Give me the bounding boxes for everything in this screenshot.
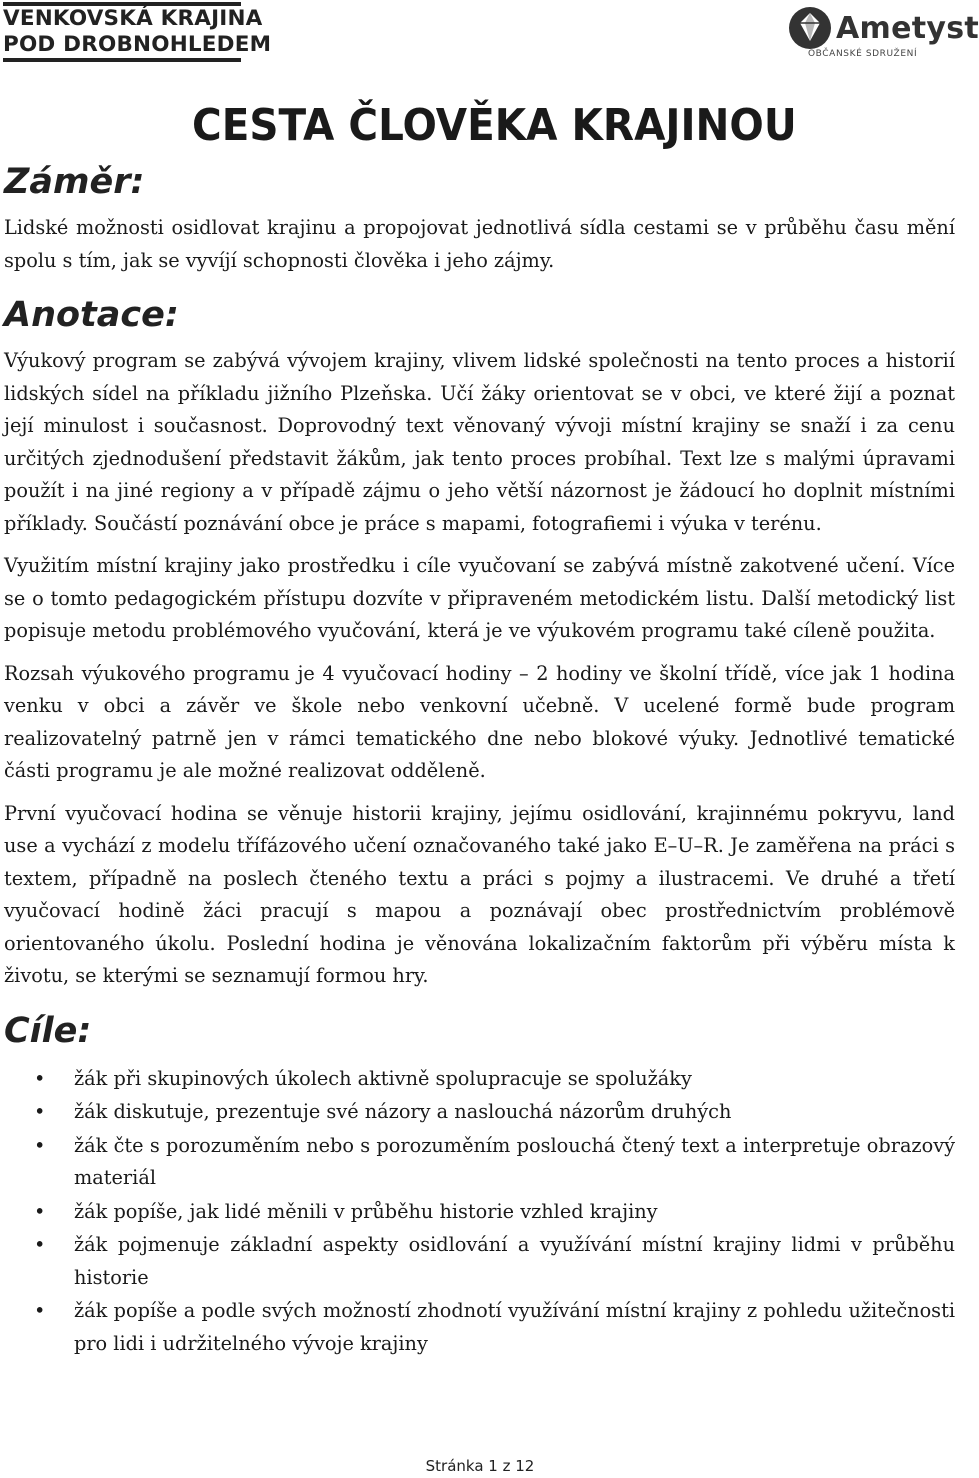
page-number: Stránka 1 z 12 (425, 1457, 535, 1475)
logo-name: Ametyst (836, 11, 979, 46)
ametyst-logo (786, 4, 979, 66)
anotace-paragraph-3: Rozsah výukového programu je 4 vyučovací hodiny – 2 hodiny ve školní třídě, více jak 1 hodina venku v obci a závěr ve škole nebo venkovní učebně. V ucelené formě bude program realizovatelný patrně jen v rámci tematického dne nebo blokové výuky. Jednotlivé tematické části programu je ale možné realizovat odděleně. (4, 661, 955, 782)
goal-item (4, 1063, 955, 1096)
section-heading-cile: Cíle: (4, 1010, 92, 1051)
series-badge (3, 2, 272, 62)
anotace-paragraph-4: První vyučovací hodina se věnuje historii krajiny, jejímu osidlování, krajinnému pokryvu, land use a vychází z modelu třífázového učení označovaného také jako E–U–R. Je zaměřena na práci s textem, případně na poslech čteného textu a práci s pojmy a ilustracemi. Ve druhé a třetí vyučovací hodině žáci pracují s mapou a poznávají obec prostřednictvím problémově orientovaného úkolu. Poslední hodina je věnována lokalizačním faktorům při výběru místa k životu, se kterými se seznamují formou hry. (4, 801, 955, 987)
logo-subtitle: OBČANSKÉ SDRUŽENÍ (808, 49, 918, 59)
series-bottom-rule (3, 58, 241, 62)
anotace-paragraph-1: Výukový program se zabývá vývojem krajiny, vlivem lidské společnosti na tento proces a historií lidských sídel na příkladu jižního Plzeňska. Učí žáky orientovat se v obci, ve které žijí a poznat její minulost i současnost. Doprovodný text věnovaný vývoji místní krajiny se snaží i za cenu určitých zjednodušení představit žákům, jak tento proces probíhal. Text lze s malými úpravami použít i na jiné regiony a v případě zájmu o jeho větší názornost je žádoucí ho doplnit místními příklady. Součástí poznávání obce je práce s mapami, fotografiemi i výuka v terénu. (4, 349, 955, 535)
goal-item (4, 1229, 955, 1294)
page-header (0, 0, 979, 80)
goals-list (4, 1063, 955, 1361)
goal-item (4, 1196, 955, 1229)
bullet-icon: • (34, 1199, 46, 1223)
goal-item (4, 1096, 955, 1129)
ametyst-crystal-icon (786, 4, 834, 52)
section-heading-zamer: Záměr: (4, 162, 145, 202)
page-title: CESTA ČLOVĚKA KRAJINOU (192, 100, 797, 151)
goal-text: žák popíše a podle svých možností zhodnotí využívání místní krajiny z pohledu užitečnosti pro lidi i udržitelného vývoje krajiny (74, 1299, 955, 1355)
goal-text: žák popíše, jak lidé měnili v průběhu historie vzhled krajiny (74, 1199, 658, 1223)
series-title-line-2: POD DROBNOHLEDEM (3, 32, 272, 57)
bullet-icon: • (34, 1299, 46, 1322)
goal-text: žák pojmenuje základní aspekty osidlování a využívání místní krajiny lidmi v průběhu historie (74, 1233, 955, 1289)
anotace-paragraph-2: Využitím místní krajiny jako prostředku i cíle vyučovaní se zabývá místně zakotvené učení. Více se o tomto pedagogickém přístupu dozvíte v připraveném metodickém listu. Další metodický list popisuje metodu problémového vyučování, která je ve výukovém programu také cíleně použita. (4, 554, 955, 642)
bullet-icon: • (34, 1066, 46, 1090)
goal-text: žák čte s porozuměním nebo s porozuměním poslouchá čtený text a interpretuje obrazový materiál (74, 1133, 955, 1189)
goal-item (4, 1295, 955, 1360)
section-heading-anotace: Anotace: (4, 295, 179, 335)
goal-text: žák diskutuje, prezentuje své názory a naslouchá názorům druhých (74, 1100, 732, 1123)
series-title-line-1: VENKOVSKÁ KRAJINA (3, 6, 263, 31)
document-body (4, 162, 955, 1360)
bullet-icon: • (34, 1233, 46, 1256)
zamer-paragraph: Lidské možnosti osidlovat krajinu a propojovat jednotlivá sídla cestami se v průběhu času mění spolu s tím, jak se vyvíjí schopnosti člověka i jeho zájmy. (4, 216, 955, 272)
goal-item (4, 1130, 955, 1195)
bullet-icon: • (34, 1133, 46, 1157)
goal-text: žák při skupinových úkolech aktivně spolupracuje se spolužáky (74, 1066, 692, 1090)
bullet-icon: • (34, 1100, 46, 1123)
